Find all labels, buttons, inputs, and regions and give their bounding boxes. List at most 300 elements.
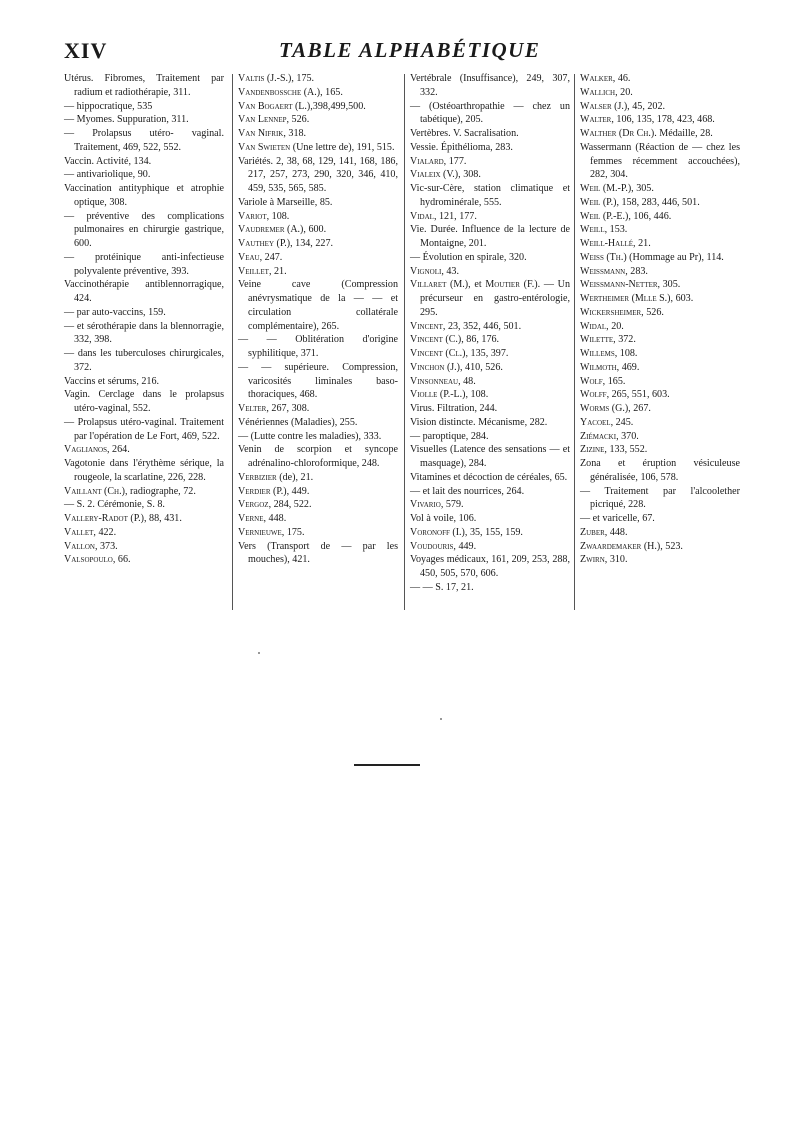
index-entry [580,237,740,251]
entry-text: , 108. [266,210,290,222]
entry-name: Villaret (M.) [410,279,469,291]
entry-name: Vaillant (Ch.) [64,485,125,497]
index-entry [238,471,398,485]
index-entry [64,498,224,512]
entry-text: ,398,499,500. [310,100,366,112]
entry-name: Yacoel [580,416,611,428]
entry-text: , 46. [612,73,631,84]
entry-name: Van Swieten [238,141,291,153]
entry-name: Vialard [410,155,444,167]
entry-text: , 526. [286,114,310,126]
index-entry [64,320,224,348]
entry-text: , 373. [94,540,118,552]
index-entry [580,361,740,375]
entry-name: Van Nifrik [238,128,284,139]
entry-name: Valsopoulo [64,554,113,566]
entry-text: , 175. [291,73,315,84]
entry-name: Vincent (C.) [410,334,462,346]
entry-text: Vers (Transport de — par les mouches), 421. [238,540,398,566]
entry-text: , 175. [281,526,305,538]
entry-name: Ziémacki [580,430,617,442]
entry-name: Walker [580,73,613,84]
index-entry [410,265,570,279]
entry-text: Wassermann (Réaction de — chez les femmes récemment accouchées), 282, 304. [580,141,740,181]
entry-text: , 305. [657,279,681,291]
index-entry [64,540,224,554]
index-entry [64,168,224,182]
index-entry [238,210,398,224]
index-entry [580,320,740,334]
index-entry [238,223,398,237]
entry-text: — (Lutte contre les maladies), 333. [238,430,382,442]
entry-name: Vinsonneau [410,375,459,387]
index-entry [580,402,740,416]
entry-name: Vidal [410,210,434,222]
index-entry [238,430,398,444]
entry-text: , et [468,279,486,291]
index-entry [580,388,740,402]
entry-text: , 449. [286,485,310,497]
entry-text: , 603. [670,293,694,304]
index-entry [64,210,224,251]
index-entry [580,416,740,430]
index-entry [64,155,224,169]
entry-text: , 318. [283,128,307,139]
entry-name: Verdier (P.) [238,485,287,497]
entry-text: , 264. [107,444,130,456]
entry-text: Vagotonie dans l'érythème sérique, la rougeole, la scarlatine, 226, 228. [64,458,224,483]
index-entry [410,498,570,512]
index-entry [238,526,398,540]
index-entry [238,127,398,141]
index-column-3 [410,72,570,595]
index-entry [64,526,224,540]
entry-text: — et sérothérapie dans la blennorragie, 332, 398. [64,320,224,346]
entry-name: Wilette [580,334,614,346]
index-entry [238,265,398,279]
index-entry [410,210,570,224]
column-divider [232,74,233,610]
index-entry [410,553,570,581]
index-entry [580,223,740,237]
entry-text: , 284, 522. [268,499,312,511]
index-entry [64,306,224,320]
entry-name: Velter [238,403,267,414]
entry-text: — — S. 17, 21. [410,581,474,593]
index-entry [64,278,224,306]
entry-name: Zuber [580,526,605,538]
entry-name: Vaudremer (A.) [238,224,304,236]
index-entry [410,100,570,128]
entry-text: , 121, 177. [433,210,477,222]
entry-text: Vaccin. Activité, 134. [64,155,152,167]
entry-text: , 370. [616,430,639,442]
index-column-1 [64,72,224,567]
entry-text: — Évolution en spirale, 320. [410,251,527,263]
index-entry [580,375,740,389]
entry-text: , 247. [259,251,283,263]
index-entry [64,182,224,210]
index-entry [580,251,740,265]
index-entry [580,333,740,347]
index-entry [238,361,398,402]
page-number: XIV [64,38,108,63]
entry-name: Willems [580,348,615,359]
entry-text: — antivariolique, 90. [64,169,151,181]
entry-name: Wallich [580,86,616,98]
index-entry [238,512,398,526]
index-entry [238,485,398,499]
entry-text: (F.). — Un précurseur en gastro-entérologie, 295. [420,279,570,318]
index-entry [580,196,740,210]
index-entry [64,347,224,375]
index-entry [238,237,398,251]
index-entry [580,306,740,320]
entry-text: Vessie. Épithélioma, 283. [410,141,513,153]
index-entry [580,540,740,554]
index-entry [410,485,570,499]
entry-text: — préventive des complications pulmonaires en chirurgie gastrique, 600. [64,210,224,249]
entry-text: , 267, 308. [266,403,310,414]
entry-name: Vialeix (V.) [410,169,459,181]
entry-text: — Prolapsus utéro-vaginal. Traitement par l'opération de Le Fort, 469, 522. [64,416,224,442]
entry-text: — Traitement par l'alcoolether picriqué, 228. [580,485,740,511]
entry-name: Weill [580,224,605,236]
index-entry [410,388,570,402]
index-column-4 [580,72,740,567]
index-entry [580,553,740,567]
entry-text: , 45, 202. [627,100,666,112]
entry-text: — — supérieure. Compression, varicosités liminales baso-thoraciques, 468. [238,361,398,401]
entry-text: , 579. [440,499,464,511]
index-entry [64,113,224,127]
entry-text: , 153. [604,224,628,236]
entry-text: , 66. [112,554,131,566]
index-entry [64,553,224,567]
entry-text: Virus. Filtration, 244. [410,403,498,414]
index-entry [580,182,740,196]
entry-text: , 305. [631,183,654,194]
entry-name: Vauthey (P.) [238,238,291,249]
index-entry [410,471,570,485]
entry-name: Verbizier [238,471,277,483]
entry-text: , 283. [625,265,648,277]
entry-name: Vaglianos [64,444,107,456]
index-entry [410,155,570,169]
entry-name: Wilmoth [580,361,617,373]
index-column-2 [238,72,398,567]
entry-text: Voyages médicaux, 161, 209, 253, 288, 450, 505, 570, 606. [410,554,570,579]
index-entry [580,278,740,292]
index-entry [410,72,570,100]
entry-text: (Hommage au Pr), 114. [626,251,724,263]
entry-text: , 422. [93,526,117,538]
entry-name: Weissmann [580,265,626,277]
index-entry [238,72,398,86]
entry-name: Moutier [485,279,520,291]
index-entry [410,361,570,375]
index-entry [64,416,224,444]
entry-text: Vitamines et décoction de céréales, 65. [410,471,568,483]
index-entry [238,278,398,333]
index-entry [580,526,740,540]
index-entry [238,113,398,127]
index-entry [238,333,398,361]
entry-text: (de), 21. [276,471,314,483]
index-entry [410,223,570,251]
entry-text: Vic-sur-Cère, station climatique et hydrominérale, 555. [410,183,570,208]
index-entry [410,333,570,347]
index-entry [580,292,740,306]
entry-text: Visuelles (Latence des sensations — et masquage), 284. [410,444,570,469]
entry-text: Vie. Durée. Influence de la lecture de Montaigne, 201. [410,224,570,249]
entry-text: Zona et éruption vésiculeuse généralisée, 106, 578. [580,458,740,483]
entry-text: — dans les tuberculoses chirurgicales, 372. [64,348,224,373]
entry-text: , 165. [602,375,626,387]
entry-text: , 86, 176. [461,334,500,346]
entry-name: Zwirn [580,554,605,566]
column-divider [574,74,575,610]
entry-text: . Médaille, 28. [654,128,713,139]
index-entry [238,402,398,416]
index-entry [410,443,570,471]
index-entry [64,457,224,485]
entry-text: , 23, 352, 446, 501. [442,320,522,332]
entry-text: , 177. [443,155,467,167]
entry-text: Vaccins et sérums, 216. [64,375,160,387]
entry-text: , 21. [268,265,287,277]
index-entry [580,512,740,526]
index-entry [410,526,570,540]
entry-text: , 106, 446. [628,210,672,222]
entry-text: , 469. [616,361,640,373]
entry-text: , radiographe, 72. [124,485,196,497]
index-entry [580,100,740,114]
index-entry [64,375,224,389]
entry-name: Weill-Hallé [580,238,634,249]
index-entry [238,86,398,100]
index-entry [580,72,740,86]
entry-text: , 410, 526. [460,361,503,373]
entry-text: — S. 2. Cérémonie, S. 8. [64,499,165,511]
index-entry [410,347,570,361]
entry-text: Vol à voile, 106. [410,513,477,524]
index-entry [410,416,570,430]
index-entry [580,210,740,224]
index-entry [410,430,570,444]
entry-name: Valtis (J.-S.) [238,73,292,84]
entry-text: — et lait des nourrices, 264. [410,485,525,497]
index-entry [238,196,398,210]
entry-text: , 165. [320,86,343,98]
entry-name: Variot [238,210,267,222]
index-entry [580,265,740,279]
entry-text: , 158, 283, 446, 501. [616,196,700,208]
entry-text: — Prolapsus utéro- vaginal. Traitement, 469, 522, 552. [64,128,224,153]
page-title: TABLE ALPHABÉTIQUE [279,38,541,62]
entry-name: Walter [580,114,612,126]
index-entry [64,388,224,416]
entry-name: Zizine [580,444,605,456]
entry-name: Wolf [580,375,603,387]
entry-text: Variole à Marseille, 85. [238,196,333,208]
entry-text: , 526. [641,306,664,318]
entry-text: , 20. [606,320,624,332]
entry-name: Widal [580,320,607,332]
entry-text: , 448. [263,513,287,524]
entry-name: Vincent [410,320,443,332]
index-entry [64,251,224,279]
entry-text: , 135, 397. [465,348,509,359]
index-entry [410,251,570,265]
entry-text: , 108. [465,389,489,401]
entry-text: , 310. [604,554,628,566]
index-entry [410,320,570,334]
index-entry [580,127,740,141]
entry-text: , 35, 155, 159. [464,526,523,538]
index-entry [410,402,570,416]
entry-text: , 21. [633,238,651,249]
index-entry [580,457,740,485]
index-entry [410,278,570,319]
entry-text: Utérus. Fibromes, Traitement par radium et radiothérapie, 311. [64,73,224,98]
print-speck [440,718,442,720]
entry-text: Vaccinothérapie antiblennorragique, 424. [64,279,224,304]
entry-text: , 372. [613,334,636,346]
entry-name: Vincent (Cl.) [410,348,466,359]
entry-text: , 133, 552. [604,444,648,456]
entry-text: , 245. [610,416,634,428]
entry-name: Vallon [64,540,95,552]
index-entry [238,155,398,196]
entry-name: Voudouris [410,540,454,552]
entry-text: , 20. [615,86,633,98]
index-entry [580,141,740,182]
entry-name: Verne [238,513,264,524]
entry-name: Walser (J.) [580,100,628,112]
entry-text: Venin de scorpion et syncope adrénalino-chloroformique, 248. [238,444,398,469]
entry-text: , 43. [441,265,459,277]
entry-name: Vallery-Radot (P.) [64,513,144,524]
entry-name: Walther (Dr Ch.) [580,128,655,139]
index-entry [410,375,570,389]
entry-text: , 267. [628,403,651,414]
entry-name: Wolff [580,389,607,401]
entry-name: Vallet [64,526,94,538]
entry-name: Weil (P.) [580,196,617,208]
entry-name: Wertheimer (Mlle S.) [580,293,671,304]
entry-text: — et varicelle, 67. [580,513,655,524]
index-entry [64,72,224,100]
index-entry [238,498,398,512]
index-entry [410,512,570,526]
entry-name: Weiss (Th.) [580,251,627,263]
footer-rule [354,764,420,766]
entry-name: Wickersheimer [580,306,642,318]
index-entry [580,430,740,444]
entry-text: , 523. [660,540,683,552]
entry-name: Veillet [238,265,269,277]
index-entry [64,485,224,499]
entry-text: (Une lettre de), 191, 515. [290,141,395,153]
index-entry [580,347,740,361]
entry-text: — — Oblitération d'origine syphilitique, 371. [238,334,398,359]
entry-text: Vaccination antityphique et atrophie optique, 308. [64,183,224,208]
index-entry [64,127,224,155]
entry-text: Vagin. Cerclage dans le prolapsus utéro-vaginal, 552. [64,389,224,414]
index-entry [410,127,570,141]
entry-name: Vinchon (J.) [410,361,460,373]
entry-name: Vignoli [410,265,442,277]
index-entry [64,100,224,114]
entry-name: Weissmann-Netter [580,279,658,291]
print-speck [258,652,260,654]
entry-name: Worms (G.) [580,403,629,414]
entry-name: Van Lennep [238,114,287,126]
entry-text: Variétés. 2, 38, 68, 129, 141, 168, 186, 217, 257, 273, 290, 320, 346, 410, 459, 535, 565, 585. [238,155,398,194]
entry-name: Vivario [410,499,441,511]
entry-name: Weil (P.-E.) [580,210,629,222]
entry-name: Weil (M.-P.) [580,183,632,194]
index-entry [410,182,570,210]
index-entry [238,251,398,265]
entry-text: , 308. [458,169,481,181]
index-entry [410,581,570,595]
index-entry [580,86,740,100]
entry-text: , 265, 551, 603. [606,389,670,401]
index-entry [580,113,740,127]
entry-text: — (Ostéoarthropathie — chez un tabétique), 205. [410,100,570,126]
entry-text: , 108. [614,348,638,359]
index-entry [580,443,740,457]
entry-name: Van Bogaert (L.) [238,100,311,112]
entry-name: Voronoff (I.) [410,526,465,538]
entry-text: — protéinique anti-infectieuse polyvalente préventive, 393. [64,251,224,277]
index-entry [238,100,398,114]
entry-text: Vision distincte. Mécanisme, 282. [410,416,548,428]
index-entry [410,141,570,155]
entry-name: Veau [238,251,260,263]
entry-name: Violle (P.-L.) [410,389,466,401]
entry-text: , 449. [453,540,477,552]
entry-text: , 88, 431. [144,513,182,524]
index-entry [64,443,224,457]
entry-text: Vertébrale (Insuffisance), 249, 307, 332. [410,73,570,98]
index-entry [238,540,398,568]
entry-text: Veine cave (Compression anévrysmatique de la — — et circulation collatérale complémentaire), 265. [238,279,398,332]
index-entry [238,416,398,430]
entry-text: , 106, 135, 178, 423, 468. [611,114,715,126]
entry-text: — paroptique, 284. [410,430,489,442]
entry-text: Vénériennes (Maladies), 255. [238,416,358,428]
index-entry [238,141,398,155]
entry-text: , 600. [303,224,327,236]
index-entry [580,485,740,513]
index-entry [238,443,398,471]
entry-text: , 448. [604,526,628,538]
entry-name: Vandenbossche (A.) [238,86,321,98]
index-columns [64,72,742,632]
column-divider [404,74,405,610]
entry-text: , 134, 227. [290,238,334,249]
entry-name: Zwaardemaker (H.) [580,540,661,552]
entry-text: , 48. [458,375,476,387]
index-entry [410,168,570,182]
entry-text: — hippocratique, 535 [64,100,153,112]
entry-text: — par auto-vaccins, 159. [64,306,166,318]
entry-text: Vertèbres. V. Sacralisation. [410,128,519,139]
index-entry [410,540,570,554]
